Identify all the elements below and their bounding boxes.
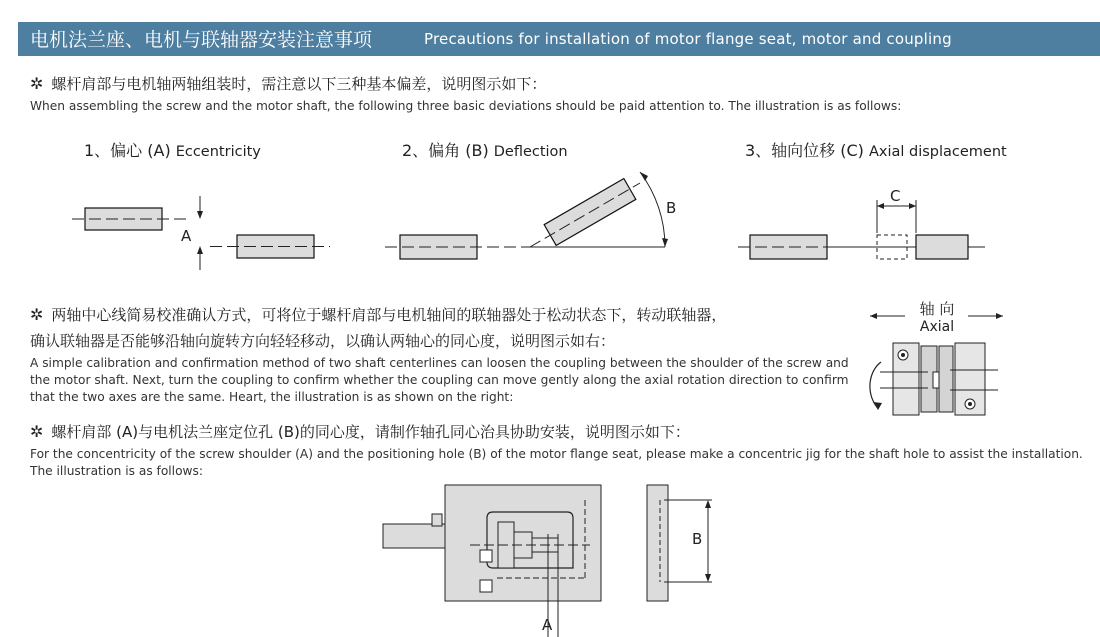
jig-marker-b: B	[692, 530, 703, 548]
label-eccentricity-cn: 1、偏心 (A)	[84, 141, 171, 160]
header-title-cn: 电机法兰座、电机与联轴器安装注意事项	[30, 29, 373, 51]
axial-label	[912, 298, 962, 335]
section3-heading	[30, 421, 690, 442]
section1-text-en: When assembling the screw and the motor shaft, the following three basic deviations should be paid attention to. The illustration is as follows:	[30, 99, 902, 113]
axial-label-cn: 轴 向	[919, 300, 955, 318]
header-title-en: Precautions for installation of motor flange seat, motor and coupling	[424, 30, 952, 48]
label-deflection-en: Deflection	[493, 144, 568, 160]
bullet-star-icon: ✲	[30, 422, 44, 441]
section3-text-en-2: The illustration is as follows:	[30, 464, 203, 478]
section3-text-en-1: For the concentricity of the screw shoulder (A) and the positioning hole (B) of the motor flange seat, please make a concentric jig for the shaft hole to assist the installation.	[30, 447, 1083, 461]
section2-text-en-2: the motor shaft. Next, turn the coupling to confirm whether the coupling can move gently along the axial rotation direction to confirm	[30, 373, 849, 387]
label-deflection-cn: 2、偏角 (B)	[402, 141, 489, 160]
section2-text-cn-2: 确认联轴器是否能够沿轴向旋转方向轻轻移动，以确认两轴心的同心度，说明图示如右：	[30, 332, 616, 350]
label-axial-displacement-en: Axial displacement	[868, 144, 1007, 160]
section1-text-cn: 螺杆肩部与电机轴两轴组装时，需注意以下三种基本偏差，说明图示如下：	[51, 75, 547, 93]
bullet-star-icon: ✲	[30, 74, 44, 93]
section3-text-cn: 螺杆肩部 (A)与电机法兰座定位孔 (B)的同心度，请制作轴孔同心治具协助安装，说明图示如下：	[51, 423, 690, 441]
section2-line1	[30, 304, 726, 325]
jig-marker-a: A	[542, 616, 553, 634]
marker-a: A	[181, 227, 192, 245]
section2-text-cn-1: 两轴中心线简易校准确认方式，可将位于螺杆肩部与电机轴间的联轴器处于松动状态下，转动联轴器，	[51, 306, 727, 324]
axial-label-en: Axial	[919, 319, 955, 335]
marker-c: C	[890, 187, 901, 205]
eccentricity-drawing	[72, 196, 330, 270]
jig-diagram	[383, 485, 712, 637]
section2-text-en-3: that the two axes are the same. Heart, the illustration is as shown on the right:	[30, 390, 514, 404]
label-axial-displacement-cn: 3、轴向位移 (C)	[745, 141, 864, 160]
section2-text-en-1: A simple calibration and confirmation method of two shaft centerlines can loosen the coupling between the shoulder of the screw and	[30, 356, 849, 370]
bullet-star-icon: ✲	[30, 305, 44, 324]
deflection-drawing	[385, 172, 676, 259]
label-eccentricity-en: Eccentricity	[175, 144, 261, 160]
axial-displacement-drawing	[738, 187, 985, 259]
marker-b: B	[666, 199, 677, 217]
